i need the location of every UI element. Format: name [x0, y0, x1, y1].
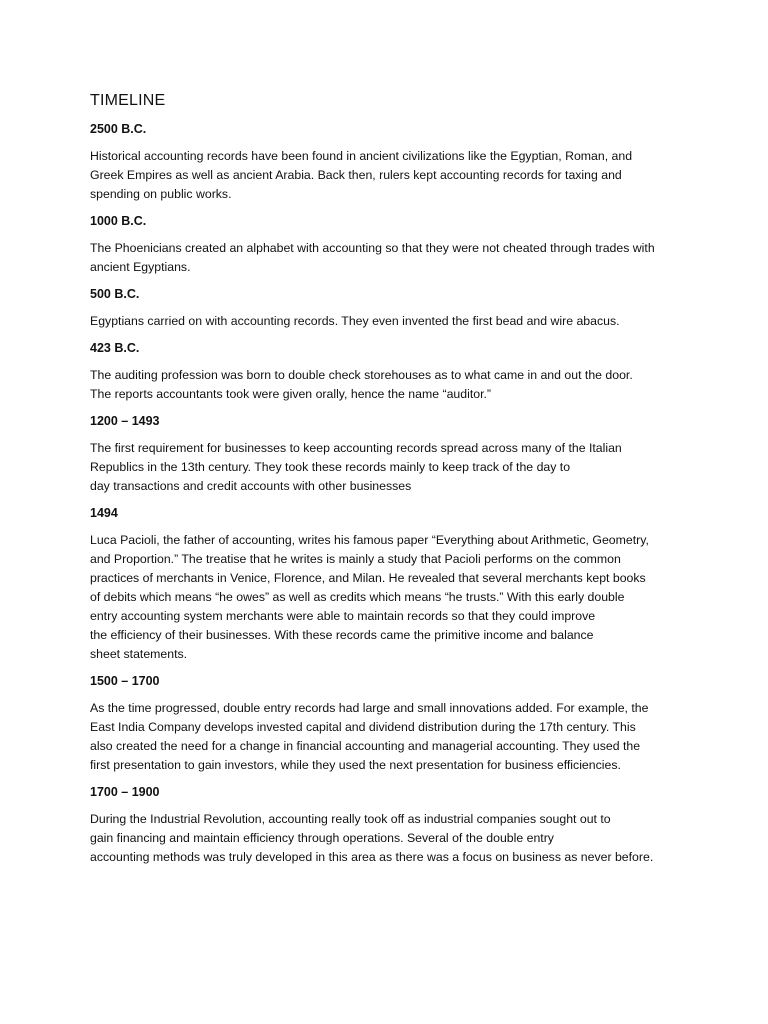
timeline-entry [90, 287, 690, 331]
timeline-entries [90, 122, 690, 867]
timeline-entry [90, 674, 690, 775]
paragraph-line: The Phoenicians created an alphabet with accounting so that they were not cheated through trades with [90, 241, 655, 255]
paragraph-line: Historical accounting records have been found in ancient civilizations like the Egyptian, Roman, and [90, 149, 633, 163]
entry-paragraph [90, 147, 690, 204]
entry-date: 1700 – 1900 [90, 785, 160, 799]
paragraph-line: Greek Empires as well as ancient Arabia. Back then, rulers kept accounting records for taxing and [90, 168, 622, 182]
paragraph-line: Egyptians carried on with accounting records. They even invented the first bead and wire abacus. [90, 314, 620, 328]
paragraph-line: spending on public works. [90, 187, 232, 201]
document-title: TIMELINE [90, 92, 166, 109]
paragraph-line: the efficiency of their businesses. With these records came the primitive income and balance [90, 628, 594, 642]
paragraph-line: Republics in the 13th century. They took these records mainly to keep track of the day to [90, 460, 571, 474]
paragraph-line: also created the need for a change in financial accounting and managerial accounting. They used the [90, 739, 641, 753]
paragraph-line: of debits which means “he owes” as well as credits which means “he trusts.” With this early double [90, 590, 625, 604]
paragraph-line: and Proportion.” The treatise that he writes is mainly a study that Pacioli performs on the common [90, 552, 621, 566]
timeline-entry [90, 122, 690, 204]
entry-paragraph [90, 439, 690, 496]
timeline-entry [90, 341, 690, 404]
entry-paragraph [90, 531, 690, 664]
entry-date: 1200 – 1493 [90, 414, 160, 428]
timeline-entry [90, 214, 690, 277]
paragraph-line: As the time progressed, double entry records had large and small innovations added. For example, the [90, 701, 649, 715]
timeline-entry [90, 414, 690, 496]
entry-paragraph [90, 810, 690, 867]
paragraph-line: day transactions and credit accounts with other businesses [90, 479, 412, 493]
paragraph-line: East India Company develops invested capital and dividend distribution during the 17th century. This [90, 720, 636, 734]
paragraph-line: Luca Pacioli, the father of accounting, writes his famous paper “Everything about Arithmetic, Geometry, [90, 533, 649, 547]
entry-paragraph [90, 239, 690, 277]
entry-date: 1500 – 1700 [90, 674, 160, 688]
entry-date: 1494 [90, 506, 118, 520]
paragraph-line: The first requirement for businesses to keep accounting records spread across many of the Italian [90, 441, 622, 455]
paragraph-line: The reports accountants took were given orally, hence the name “auditor.” [90, 387, 492, 401]
paragraph-line: practices of merchants in Venice, Florence, and Milan. He revealed that several merchants kept books [90, 571, 646, 585]
paragraph-line: The auditing profession was born to double check storehouses as to what came in and out the door. [90, 368, 633, 382]
document-page [90, 92, 690, 877]
paragraph-line: gain financing and maintain efficiency through operations. Several of the double entry [90, 831, 554, 845]
paragraph-line: ancient Egyptians. [90, 260, 191, 274]
paragraph-line: accounting methods was truly developed in this area as there was a focus on business as never before. [90, 850, 654, 864]
timeline-entry [90, 785, 690, 867]
entry-paragraph [90, 312, 690, 331]
paragraph-line: During the Industrial Revolution, accounting really took off as industrial companies sought out to [90, 812, 611, 826]
entry-paragraph [90, 366, 690, 404]
entry-date: 2500 B.C. [90, 122, 147, 136]
entry-date: 423 B.C. [90, 341, 140, 355]
paragraph-line: first presentation to gain investors, while they used the next presentation for business efficiencies. [90, 758, 621, 772]
entry-paragraph [90, 699, 690, 775]
paragraph-line: entry accounting system merchants were able to maintain records so that they could improve [90, 609, 596, 623]
entry-date: 1000 B.C. [90, 214, 147, 228]
paragraph-line: sheet statements. [90, 647, 188, 661]
entry-date: 500 B.C. [90, 287, 140, 301]
timeline-entry [90, 506, 690, 664]
